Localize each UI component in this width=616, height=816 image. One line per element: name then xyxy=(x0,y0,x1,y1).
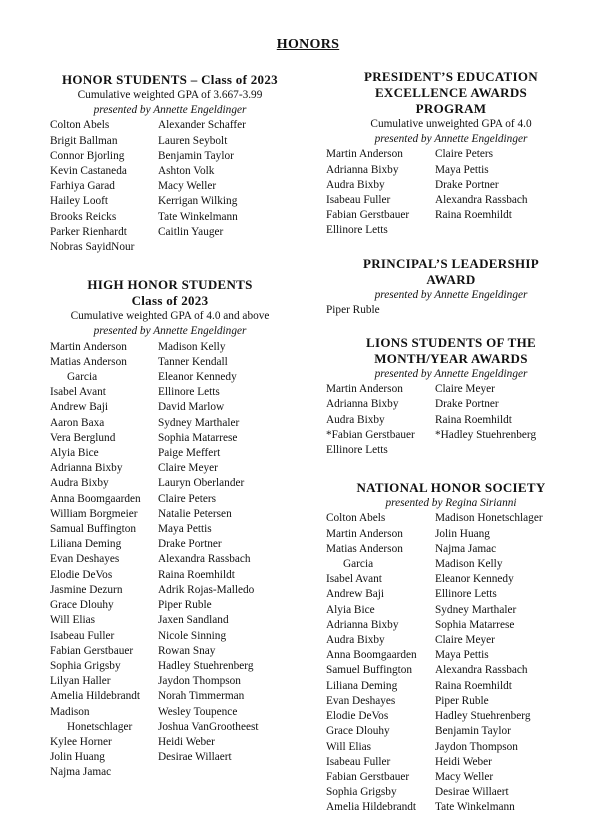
name-item: Fabian Gerstbauer xyxy=(50,644,134,657)
name-item: Benjamin Taylor xyxy=(158,149,234,162)
name-item: Hadley Stuehrenberg xyxy=(435,710,531,723)
name-item: Eleanor Kennedy xyxy=(435,573,514,586)
name-item: Raina Roemhildt xyxy=(158,568,235,581)
name-item: Kerrigan Wilking xyxy=(158,195,238,208)
name-item: Ellinore Letts xyxy=(326,444,388,457)
name-item: Wesley Toupence xyxy=(158,705,238,718)
name-item: Lauryn Oberlander xyxy=(158,477,245,490)
name-item: Sophia Matarrese xyxy=(435,618,515,631)
lions-award-presenter: presented by Annette Engeldinger xyxy=(374,368,528,381)
name-item: Martin Anderson xyxy=(326,148,403,161)
name-item: Sophia Grigsby xyxy=(50,659,121,672)
name-item: Audra Bixby xyxy=(50,477,109,490)
name-item: Hadley Stuehrenberg xyxy=(158,659,254,672)
name-item: Alexandra Rassbach xyxy=(435,664,528,677)
name-item: Samuel Buffington xyxy=(326,664,413,677)
name-item: Fabian Gerstbauer xyxy=(326,770,410,783)
name-item: Raina Roemhildt xyxy=(435,413,512,426)
name-item: Najma Jamac xyxy=(50,766,112,779)
principals-award-section xyxy=(326,256,576,318)
name-item: Heidi Weber xyxy=(158,735,215,748)
name-item: Martin Anderson xyxy=(50,340,127,353)
name-item: Isabeau Fuller xyxy=(326,755,391,768)
name-item: Brigit Ballman xyxy=(50,134,118,147)
name-column xyxy=(435,147,528,238)
presidents-award-heading-3: PROGRAM xyxy=(415,101,487,116)
name-item: Audra Bixby xyxy=(326,178,385,191)
name-item: Macy Weller xyxy=(435,770,494,783)
name-item: Lauren Seybolt xyxy=(158,134,228,147)
name-item: Sydney Marthaler xyxy=(158,416,240,429)
name-item: Jaydon Thompson xyxy=(158,675,241,688)
name-item: Liliana Deming xyxy=(326,679,398,692)
name-item: Elodie DeVos xyxy=(50,568,113,581)
name-item: Matias Anderson xyxy=(326,542,403,555)
name-item: Ellinore Letts xyxy=(158,386,220,399)
name-item: Kevin Castaneda xyxy=(50,165,127,178)
name-item: Claire Peters xyxy=(158,492,217,505)
name-item: Lilyan Haller xyxy=(50,675,111,688)
presidents-award-heading-2: EXCELLENCE AWARDS xyxy=(374,85,528,100)
name-item: Raina Roemhildt xyxy=(435,679,512,692)
name-item: Macy Weller xyxy=(158,180,217,193)
name-item: Garcia xyxy=(343,558,374,571)
name-item: *Fabian Gerstbauer xyxy=(326,428,415,441)
name-item: Farhiya Garad xyxy=(50,180,115,193)
name-item: Amelia Hildebrandt xyxy=(50,690,141,703)
name-item: Alexander Schaffer xyxy=(158,119,246,132)
name-item: Drake Portner xyxy=(435,178,499,191)
name-item: Ashton Volk xyxy=(158,165,215,178)
nhs-section xyxy=(326,480,576,815)
name-column xyxy=(158,340,259,781)
name-item: Grace Dlouhy xyxy=(326,725,390,738)
name-item: Heidi Weber xyxy=(435,755,492,768)
high-honor-heading: HIGH HONOR STUDENTS xyxy=(87,277,253,293)
name-item: Rowan Snay xyxy=(158,644,216,657)
lions-award-section xyxy=(326,335,576,458)
left-column xyxy=(50,72,290,781)
name-item: Sophia Matarrese xyxy=(158,431,238,444)
name-item: Benjamin Taylor xyxy=(435,725,511,738)
name-item: Desirae Willaert xyxy=(158,751,232,764)
name-item: Will Elias xyxy=(326,740,372,753)
page-title: HONORS xyxy=(276,37,340,52)
name-column xyxy=(50,118,158,255)
name-item: Tate Winkelmann xyxy=(435,801,515,814)
name-item: Adrianna Bixby xyxy=(326,618,399,631)
name-item: Parker Rienhardt xyxy=(50,225,127,238)
name-item: Nicole Sinning xyxy=(158,629,227,642)
name-item: Andrew Baji xyxy=(326,588,385,601)
name-item: Samual Buffington xyxy=(50,523,137,536)
honor-students-names xyxy=(50,118,290,255)
name-item: Caitlin Yauger xyxy=(158,225,224,238)
honor-students-heading: HONOR STUDENTS – Class of 2023 xyxy=(62,72,278,87)
name-item: Madison Honetschlager xyxy=(435,512,543,525)
name-item: Liliana Deming xyxy=(50,538,122,551)
name-column xyxy=(326,147,435,238)
name-column xyxy=(158,118,246,255)
name-item: Adrik Rojas-Malledo xyxy=(158,583,255,596)
name-item: Natalie Petersen xyxy=(158,507,232,520)
name-item: Adrianna Bixby xyxy=(50,462,123,475)
presidents-award-presenter: presented by Annette Engeldinger xyxy=(374,133,528,146)
principals-award-heading-2: AWARD xyxy=(426,271,476,287)
name-item: Fabian Gerstbauer xyxy=(326,209,410,222)
name-item: Piper Ruble xyxy=(435,694,489,707)
name-item: Isabel Avant xyxy=(326,573,382,586)
name-item: Tanner Kendall xyxy=(158,355,228,368)
name-column xyxy=(326,511,435,815)
name-item: Jasmine Dezurn xyxy=(50,583,123,596)
name-item: Hailey Looft xyxy=(50,195,109,208)
principals-award-presenter: presented by Annette Engeldinger xyxy=(374,288,528,301)
name-item: Claire Meyer xyxy=(158,462,218,475)
name-item: Alyia Bice xyxy=(50,447,99,460)
name-item: Kylee Horner xyxy=(50,735,112,748)
name-item: Piper Ruble xyxy=(158,599,212,612)
name-item: Sydney Marthaler xyxy=(435,603,517,616)
name-item: Elodie DeVos xyxy=(326,710,389,723)
name-item: Alexandra Rassbach xyxy=(158,553,251,566)
honor-students-section xyxy=(50,72,290,255)
name-item: Claire Peters xyxy=(435,148,494,161)
name-item: Evan Deshayes xyxy=(50,553,120,566)
lions-award-names xyxy=(326,382,576,458)
name-item: Ellinore Letts xyxy=(435,588,497,601)
name-item: Maya Pettis xyxy=(435,163,489,176)
name-item: Madison xyxy=(50,705,90,718)
name-item: Ellinore Letts xyxy=(326,224,388,237)
name-item: Madison Kelly xyxy=(158,340,226,353)
name-item: Adrianna Bixby xyxy=(326,163,399,176)
name-item: Amelia Hildebrandt xyxy=(326,801,417,814)
name-column xyxy=(50,340,158,781)
name-item: Colton Abels xyxy=(326,512,386,525)
name-item: Aaron Baxa xyxy=(50,416,105,429)
name-item: Isabeau Fuller xyxy=(50,629,115,642)
name-item: Honetschlager xyxy=(67,720,133,733)
name-item: William Borgmeier xyxy=(50,507,138,520)
high-honor-criteria: Cumulative weighted GPA of 4.0 and above xyxy=(70,310,270,323)
name-item: Isabel Avant xyxy=(50,386,106,399)
name-item: Madison Kelly xyxy=(435,558,503,571)
name-item: Drake Portner xyxy=(435,398,499,411)
name-item: Andrew Baji xyxy=(50,401,109,414)
name-item: Martin Anderson xyxy=(326,383,403,396)
name-item: Alexandra Rassbach xyxy=(435,194,528,207)
name-column xyxy=(435,382,536,458)
name-column xyxy=(435,511,543,815)
high-honor-presenter: presented by Annette Engeldinger xyxy=(93,325,247,338)
name-item: Anna Boomgaarden xyxy=(326,649,417,662)
nhs-heading: NATIONAL HONOR SOCIETY xyxy=(356,480,546,496)
name-item: *Hadley Stuehrenberg xyxy=(435,428,537,441)
name-item: Joshua VanGrootheest xyxy=(158,720,259,733)
name-item: Isabeau Fuller xyxy=(326,194,391,207)
right-column xyxy=(326,69,576,816)
name-item: Maya Pettis xyxy=(435,649,489,662)
presidents-award-heading-1: PRESIDENT’S EDUCATION xyxy=(363,69,538,84)
name-item: Eleanor Kennedy xyxy=(158,371,237,384)
name-item: Audra Bixby xyxy=(326,413,385,426)
name-item: Nobras SayidNour xyxy=(50,241,135,254)
lions-award-heading-1: LIONS STUDENTS OF THE xyxy=(366,335,536,351)
high-honor-students-section xyxy=(50,277,290,780)
nhs-presenter: presented by Regina Sirianni xyxy=(385,497,517,510)
principals-award-heading-1: PRINCIPAL’S LEADERSHIP xyxy=(363,255,539,271)
name-item: Alyia Bice xyxy=(326,603,375,616)
name-item: Drake Portner xyxy=(158,538,222,551)
honor-students-presenter: presented by Annette Engeldinger xyxy=(93,104,247,117)
name-item: Claire Meyer xyxy=(435,383,495,396)
name-item: Will Elias xyxy=(50,614,96,627)
name-item: Sophia Grigsby xyxy=(326,786,397,799)
name-item: Jaydon Thompson xyxy=(435,740,518,753)
lions-award-heading-2: MONTH/YEAR AWARDS xyxy=(374,351,528,367)
name-item: Grace Dlouhy xyxy=(50,599,114,612)
name-item: Colton Abels xyxy=(50,119,110,132)
name-item: Jolin Huang xyxy=(50,751,105,764)
presidents-award-section xyxy=(326,69,576,239)
name-item: Najma Jamac xyxy=(435,542,497,555)
name-column xyxy=(326,382,435,458)
presidents-award-criteria: Cumulative unweighted GPA of 4.0 xyxy=(370,118,532,130)
name-item: Evan Deshayes xyxy=(326,694,396,707)
name-item: Norah Timmerman xyxy=(158,690,245,703)
name-item: Tate Winkelmann xyxy=(158,210,238,223)
name-item: Maya Pettis xyxy=(158,523,212,536)
principals-award-recipient: Piper Ruble xyxy=(326,303,380,316)
name-item: Desirae Willaert xyxy=(435,786,509,799)
name-item: David Marlow xyxy=(158,401,225,414)
honor-students-criteria: Cumulative weighted GPA of 3.667-3.99 xyxy=(77,89,263,101)
name-item: Connor Bjorling xyxy=(50,149,125,162)
name-item: Audra Bixby xyxy=(326,634,385,647)
name-item: Garcia xyxy=(67,371,98,384)
name-item: Matias Anderson xyxy=(50,355,127,368)
name-item: Jolin Huang xyxy=(435,527,490,540)
name-item: Raina Roemhildt xyxy=(435,209,512,222)
high-honor-names xyxy=(50,340,290,781)
name-item: Claire Meyer xyxy=(435,634,495,647)
name-item: Brooks Reicks xyxy=(50,210,117,223)
name-item: Adrianna Bixby xyxy=(326,398,399,411)
name-item: Paige Meffert xyxy=(158,447,221,460)
name-item: Vera Berglund xyxy=(50,431,116,444)
name-item: Anna Boomgaarden xyxy=(50,492,141,505)
name-item: Jaxen Sandland xyxy=(158,614,229,627)
nhs-names xyxy=(326,511,576,815)
name-item: Martin Anderson xyxy=(326,527,403,540)
presidents-award-names xyxy=(326,147,576,238)
high-honor-class: Class of 2023 xyxy=(131,293,209,309)
